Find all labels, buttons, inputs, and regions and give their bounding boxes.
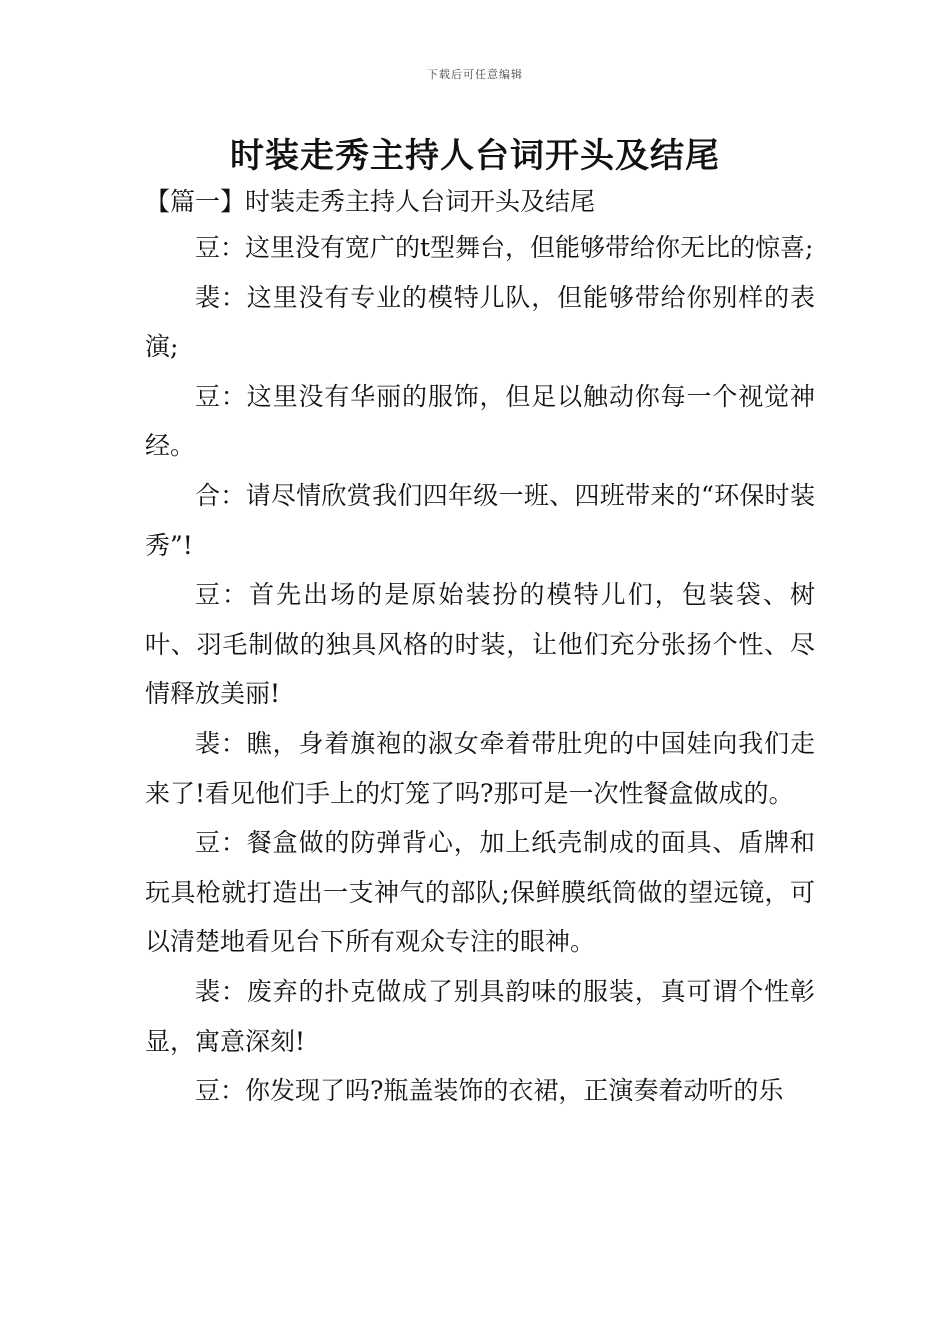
header-note: 下载后可任意编辑 xyxy=(427,68,523,81)
paragraph: 豆：这里没有华丽的服饰，但足以触动你每一个视觉神经。 xyxy=(145,381,815,461)
paragraph: 合：请尽情欣赏我们四年级一班、四班带来的“环保时装秀”! xyxy=(145,480,815,560)
section-heading: 【篇一】时装走秀主持人台词开头及结尾 xyxy=(145,187,596,216)
paragraph: 豆：餐盒做的防弹背心，加上纸壳制成的面具、盾牌和玩具枪就打造出一支神气的部队;保鲜膜纸筒做的望远镜，可以清楚地看见台下所有观众专注的眼神。 xyxy=(145,828,815,957)
paragraph: 裴：瞧，身着旗袍的淑女牵着带肚兜的中国娃向我们走来了!看见他们手上的灯笼了吗?那可是一次性餐盒做成的。 xyxy=(145,728,815,808)
paragraph: 豆：首先出场的是原始装扮的模特儿们，包装袋、树叶、羽毛制做的独具风格的时装，让他们充分张扬个性、尽情释放美丽! xyxy=(145,580,815,709)
document-body xyxy=(145,223,815,1116)
paragraph: 裴：这里没有专业的模特儿队，但能够带给你别样的表演; xyxy=(145,282,815,362)
paragraph: 豆：这里没有宽广的t型舞台，但能够带给你无比的惊喜; xyxy=(195,233,814,262)
paragraph: 裴：废弃的扑克做成了别具韵味的服装，真可谓个性彰显，寓意深刻! xyxy=(145,976,815,1056)
document-title: 时装走秀主持人台词开头及结尾 xyxy=(230,136,720,176)
paragraph: 豆：你发现了吗?瓶盖装饰的衣裙，正演奏着动听的乐 xyxy=(195,1076,784,1106)
